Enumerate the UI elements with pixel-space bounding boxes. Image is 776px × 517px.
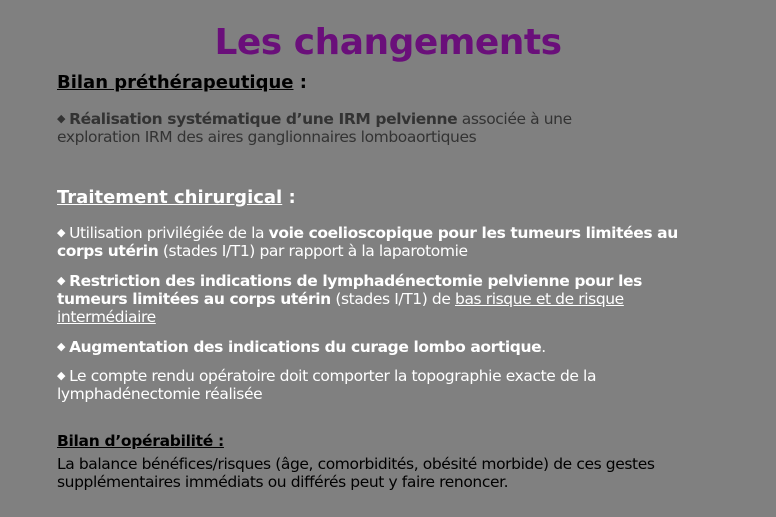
bullet-compte-rendu	[57, 367, 697, 403]
slide-title: Les changements	[214, 22, 562, 63]
section-heading-text: Bilan préthérapeutique	[57, 72, 294, 93]
bullet-text: (stades I/T1) par rapport à la laparotomie	[158, 242, 468, 260]
bullet-bold-text: voie coelioscopique pour les tumeurs limitées au corps utérin	[57, 224, 678, 260]
bullet-icon: ◆	[57, 340, 66, 353]
section-heading-traitement-chirurgical	[57, 187, 296, 209]
bullet-text: Le compte rendu opératoire doit comporter la topographie exacte de la lymphadénectomie réalisée	[57, 367, 597, 403]
bullet-underlined-text: bas risque et de risque intermédiaire	[57, 290, 624, 326]
bullet-bold-text: Restriction des indications de lymphadénectomie pelvienne pour les tumeurs limitées au corps utérin	[57, 272, 642, 308]
bullet-irm-pelvienne	[57, 110, 657, 146]
section-heading-colon: :	[293, 72, 307, 93]
section-heading-text: Traitement chirurgical	[57, 187, 283, 208]
bullet-curage-lombo-aortique	[57, 338, 697, 356]
section-heading-colon: :	[282, 187, 296, 208]
bullet-text: (stades I/T1) de	[330, 290, 455, 308]
bullet-restriction-lymphadenectomie	[57, 272, 697, 326]
bullet-icon: ◆	[57, 369, 66, 382]
bullet-icon: ◆	[57, 274, 66, 287]
paragraph-balance-benefices: La balance bénéfices/risques (âge, comorbidités, obésité morbide) de ces gestes supplémentaires immédiats ou différés peut y faire renoncer.	[57, 455, 655, 491]
bullet-icon: ◆	[57, 226, 66, 239]
bullet-voie-coelioscopique	[57, 224, 697, 260]
bullet-bold-text: Réalisation systématique d’une IRM pelvienne	[69, 110, 458, 128]
bullet-text-pre: Utilisation privilégiée de la	[69, 224, 269, 242]
bullet-icon: ◆	[57, 112, 66, 125]
bullet-bold-text: Augmentation des indications du curage lombo aortique	[69, 338, 542, 356]
bullet-text: .	[541, 338, 546, 356]
section-heading-bilan-operabilite: Bilan d’opérabilité :	[57, 432, 224, 450]
bullet-text: associée à une exploration IRM des aires ganglionnaires lomboaortiques	[57, 110, 572, 146]
section-heading-bilan-pretherapeutique	[57, 72, 307, 94]
